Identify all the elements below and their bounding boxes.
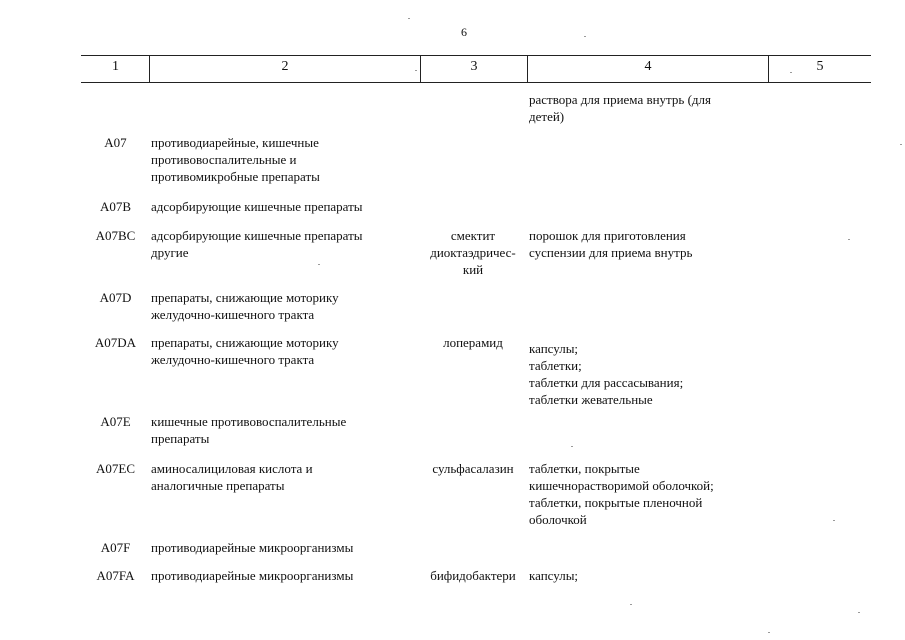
dosage-form: раствора для приема внутрь (для детей)	[529, 92, 711, 124]
atc-group-name: препараты, снижающие моторику желудочно-кишечного тракта	[151, 335, 339, 367]
scan-speck	[790, 72, 792, 73]
atc-group-name: адсорбирующие кишечные препараты	[151, 199, 363, 214]
atc-group-name: противодиарейные, кишечные противовоспалительные и противомикробные препараты	[151, 135, 320, 184]
header-col-2: 2	[281, 59, 289, 74]
atc-code: A07E	[100, 414, 131, 429]
header-col-1: 1	[112, 59, 119, 74]
atc-code: A07EC	[96, 461, 135, 476]
atc-code: A07B	[99, 199, 132, 214]
scan-speck	[833, 520, 835, 521]
scan-speck	[584, 36, 586, 37]
atc-code: A07	[104, 135, 127, 150]
scan-speck	[408, 18, 410, 19]
header-bottom-rule	[81, 82, 871, 83]
atc-group-name: противодиарейные микроорганизмы	[151, 568, 354, 583]
scan-speck	[571, 446, 573, 447]
scan-speck	[630, 604, 632, 605]
inn-name: лоперамид	[443, 335, 503, 350]
atc-code: A07BC	[95, 228, 136, 243]
header-col-5: 5	[816, 59, 824, 74]
header-top-rule	[81, 55, 871, 56]
scan-speck	[768, 632, 770, 633]
inn-name: смектит диоктаэдричес- кий	[430, 228, 516, 277]
dosage-form: порошок для приготовления суспензии для приема внутрь	[529, 228, 693, 260]
scan-speck	[848, 239, 850, 240]
atc-group-name: кишечные противовоспалительные препараты	[151, 414, 347, 446]
atc-group-name: противодиарейные микроорганизмы	[151, 540, 354, 555]
atc-group-name: препараты, снижающие моторику желудочно-кишечного тракта	[151, 290, 339, 322]
scan-speck	[858, 612, 860, 613]
inn-name: бифидобактери	[430, 568, 516, 583]
atc-group-name: аминосалициловая кислота и аналогичные препараты	[151, 461, 313, 493]
atc-code: A07DA	[94, 335, 137, 350]
dosage-form: капсулы;	[529, 568, 579, 583]
header-col-4: 4	[644, 59, 652, 74]
dosage-form: таблетки, покрытые кишечнорастворимой оболочкой; таблетки, покрытые пленочной оболочкой	[529, 461, 714, 527]
atc-code: A07D	[99, 290, 132, 305]
scan-speck	[900, 144, 902, 145]
scan-speck	[318, 264, 320, 265]
header-col-3: 3	[470, 59, 478, 74]
page-number: 6	[461, 25, 467, 39]
scan-speck	[415, 70, 417, 71]
atc-code: A07F	[100, 540, 131, 555]
atc-code: A07FA	[96, 568, 135, 583]
dosage-form: капсулы; таблетки; таблетки для рассасывания; таблетки жевательные	[529, 341, 684, 407]
inn-name: сульфасалазин	[432, 461, 514, 476]
atc-group-name: адсорбирующие кишечные препараты другие	[151, 228, 363, 260]
